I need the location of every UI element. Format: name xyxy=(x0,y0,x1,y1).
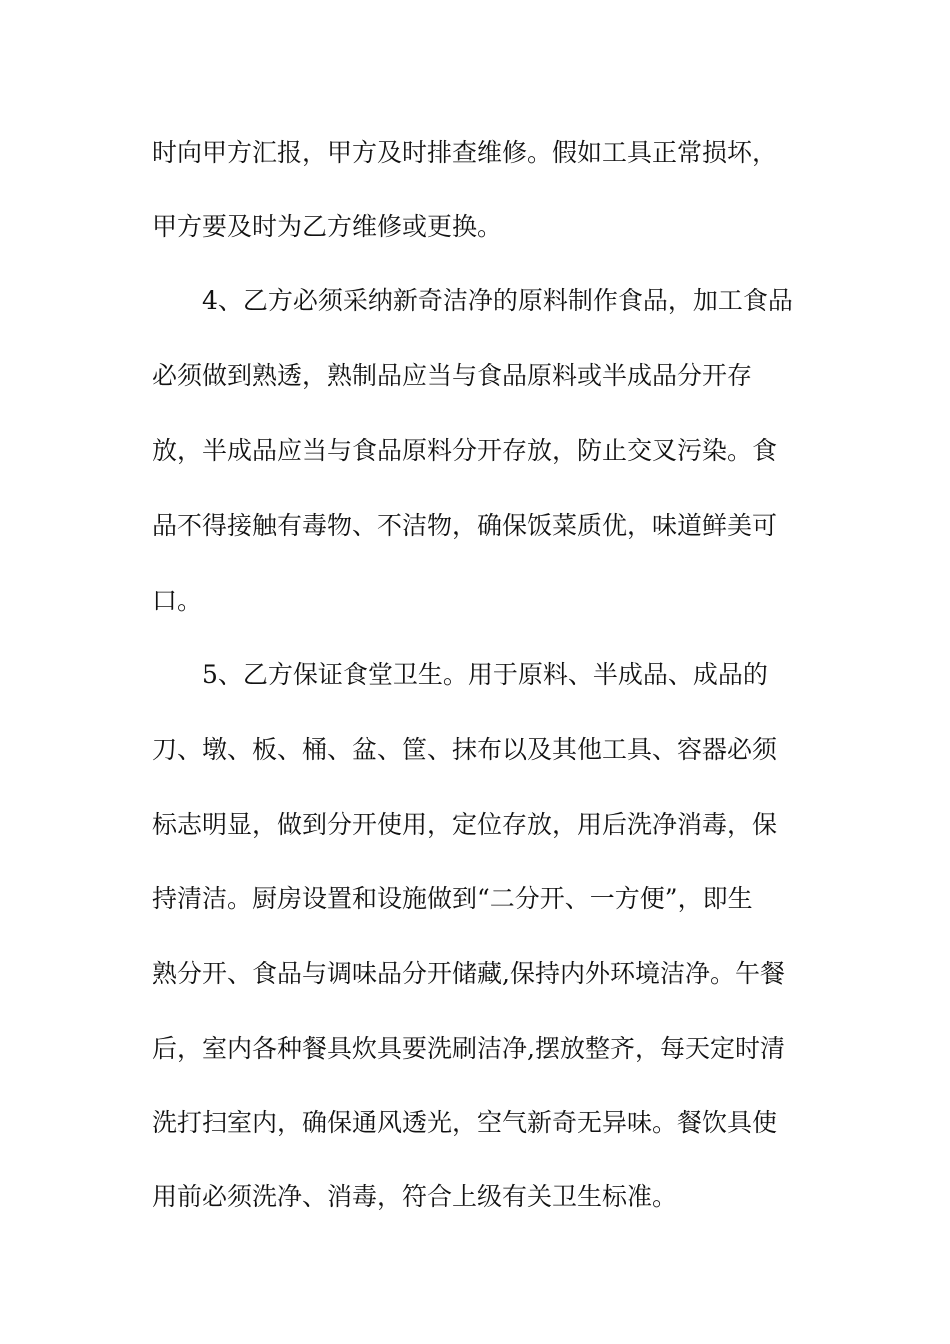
text-line: 用前必须洗净、消毒，符合上级有关卫生标准。 xyxy=(152,1182,678,1211)
paragraph-4-first-line: 4、乙方必须采纳新奇洁净的原料制作食品，加工食品 xyxy=(202,286,793,315)
text-line: 刀、墩、板、桶、盆、筐、抹布以及其他工具、容器必须 xyxy=(152,735,778,764)
text-line: 洗打扫室内，确保通风透光，空气新奇无异味。餐饮具使 xyxy=(152,1108,778,1137)
text-line: 后，室内各种餐具炊具要洗刷洁净,摆放整齐，每天定时清 xyxy=(152,1034,785,1063)
text-line: 口。 xyxy=(152,586,203,615)
text-line: 必须做到熟透，熟制品应当与食品原料或半成品分开存 xyxy=(152,361,753,390)
text-line: 放，半成品应当与食品原料分开存放，防止交叉污染。食 xyxy=(152,436,778,465)
text-line: 品不得接触有毒物、不洁物，确保饭菜质优，味道鲜美可 xyxy=(152,511,778,540)
paragraph-5-first-line: 5、乙方保证食堂卫生。用于原料、半成品、成品的 xyxy=(202,660,768,689)
text-line: 时向甲方汇报，甲方及时排查维修。假如工具正常损坏， xyxy=(152,138,778,167)
text-line: 甲方要及时为乙方维修或更换。 xyxy=(152,212,503,241)
text-line: 持清洁。厨房设置和设施做到“二分开、一方便”，即生 xyxy=(152,884,753,913)
text-line: 熟分开、食品与调味品分开储藏,保持内外环境洁净。午餐 xyxy=(152,959,785,988)
text-line: 标志明显，做到分开使用，定位存放，用后洗净消毒，保 xyxy=(152,810,778,839)
